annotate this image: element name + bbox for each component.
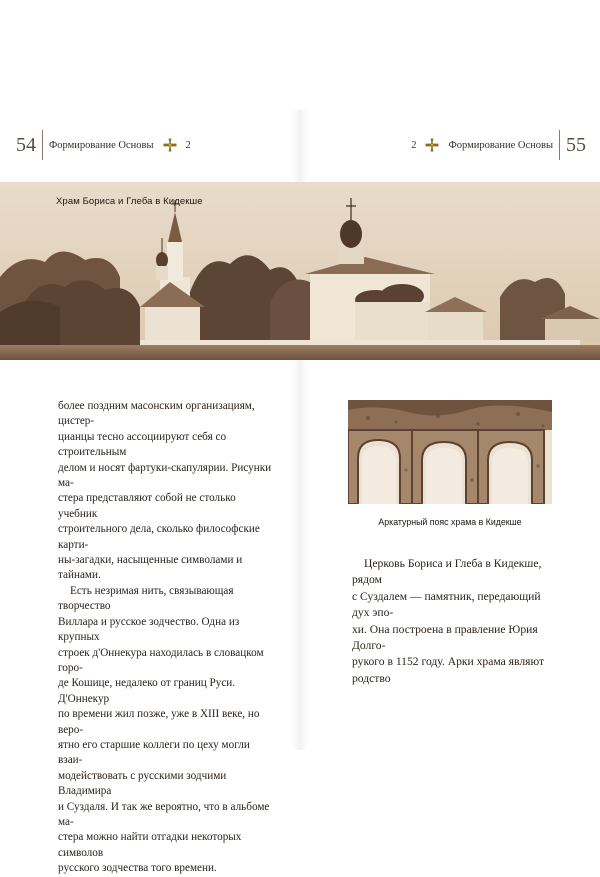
text-line: Церковь Бориса и Глеба в Кидекше, рядом: [352, 557, 542, 587]
arcade-photo-illustration: [348, 400, 552, 504]
text-line: ятно его старшие коллеги по цеху могли взаи-: [58, 738, 250, 767]
text-line: хи. Она построена в правление Юрия Долго-: [352, 622, 538, 653]
left-page-number: 54: [16, 133, 36, 156]
text-line: модействовать с русскими зодчими Владимира: [58, 769, 227, 798]
left-paragraph-1: [58, 399, 276, 584]
main-photo-caption: Храм Бориса и Глеба в Кидекше: [56, 196, 203, 207]
church-photograph: [0, 182, 600, 360]
text-line: цианцы тесно ассоциируют себя со строительным: [58, 430, 227, 459]
text-line: рукого в 1152 году. Арки храма являют родство: [352, 655, 545, 685]
right-body-text: [352, 556, 552, 687]
arcade-photo-caption: Аркатурный пояс храма в Кидекше: [378, 517, 522, 527]
arcade-photograph: [348, 400, 552, 504]
left-paragraph-2: [58, 584, 276, 877]
text-line: ны-загадки, насыщенные символами и тайнами.: [58, 554, 243, 582]
text-line: Виллара и русское зодчество. Одна из крупных: [58, 615, 240, 644]
right-chapter-number: 2: [411, 139, 417, 151]
header-divider: [559, 130, 560, 160]
cross-ornament-icon: [163, 138, 177, 152]
right-section-title: Формирование Основы: [448, 139, 553, 151]
text-line: русского зодчества того времени.: [58, 862, 217, 875]
text-line: стера можно найти отгадки некоторых символов: [58, 831, 242, 859]
church-photo-illustration: [0, 182, 600, 360]
left-running-header: [16, 132, 191, 158]
header-divider: [42, 130, 43, 160]
text-line: стера представляют собой не столько учебник: [58, 492, 236, 520]
text-line: Есть незримая нить, связывающая творчество: [58, 584, 234, 613]
text-line: строительного дела, сколько философские карти-: [58, 523, 260, 551]
left-body-text: [58, 399, 276, 877]
text-line: с Суздалем — памятник, передающий дух эпо-: [352, 589, 541, 620]
text-line: делом и носят фартуки-скапулярии. Рисунки ма-: [58, 461, 272, 490]
left-chapter-number: 2: [185, 139, 191, 151]
text-line: более поздним масонским организациям, цистер-: [58, 400, 255, 428]
text-line: и Суздаля. И так же вероятно, что в альбоме ма-: [58, 800, 270, 828]
right-page-number: 55: [566, 133, 586, 156]
text-line: строек д'Оннекура находилась в словацком горо-: [58, 646, 264, 674]
text-line: де Кошице, недалеко от границ Руси. Д'Оннекур: [58, 677, 236, 705]
right-paragraph-1: [352, 556, 552, 687]
text-line: по времени жил позже, уже в XIII веке, но веро-: [58, 708, 260, 736]
left-section-title: Формирование Основы: [49, 139, 154, 151]
right-running-header: [411, 132, 586, 158]
cross-ornament-icon: [425, 138, 439, 152]
